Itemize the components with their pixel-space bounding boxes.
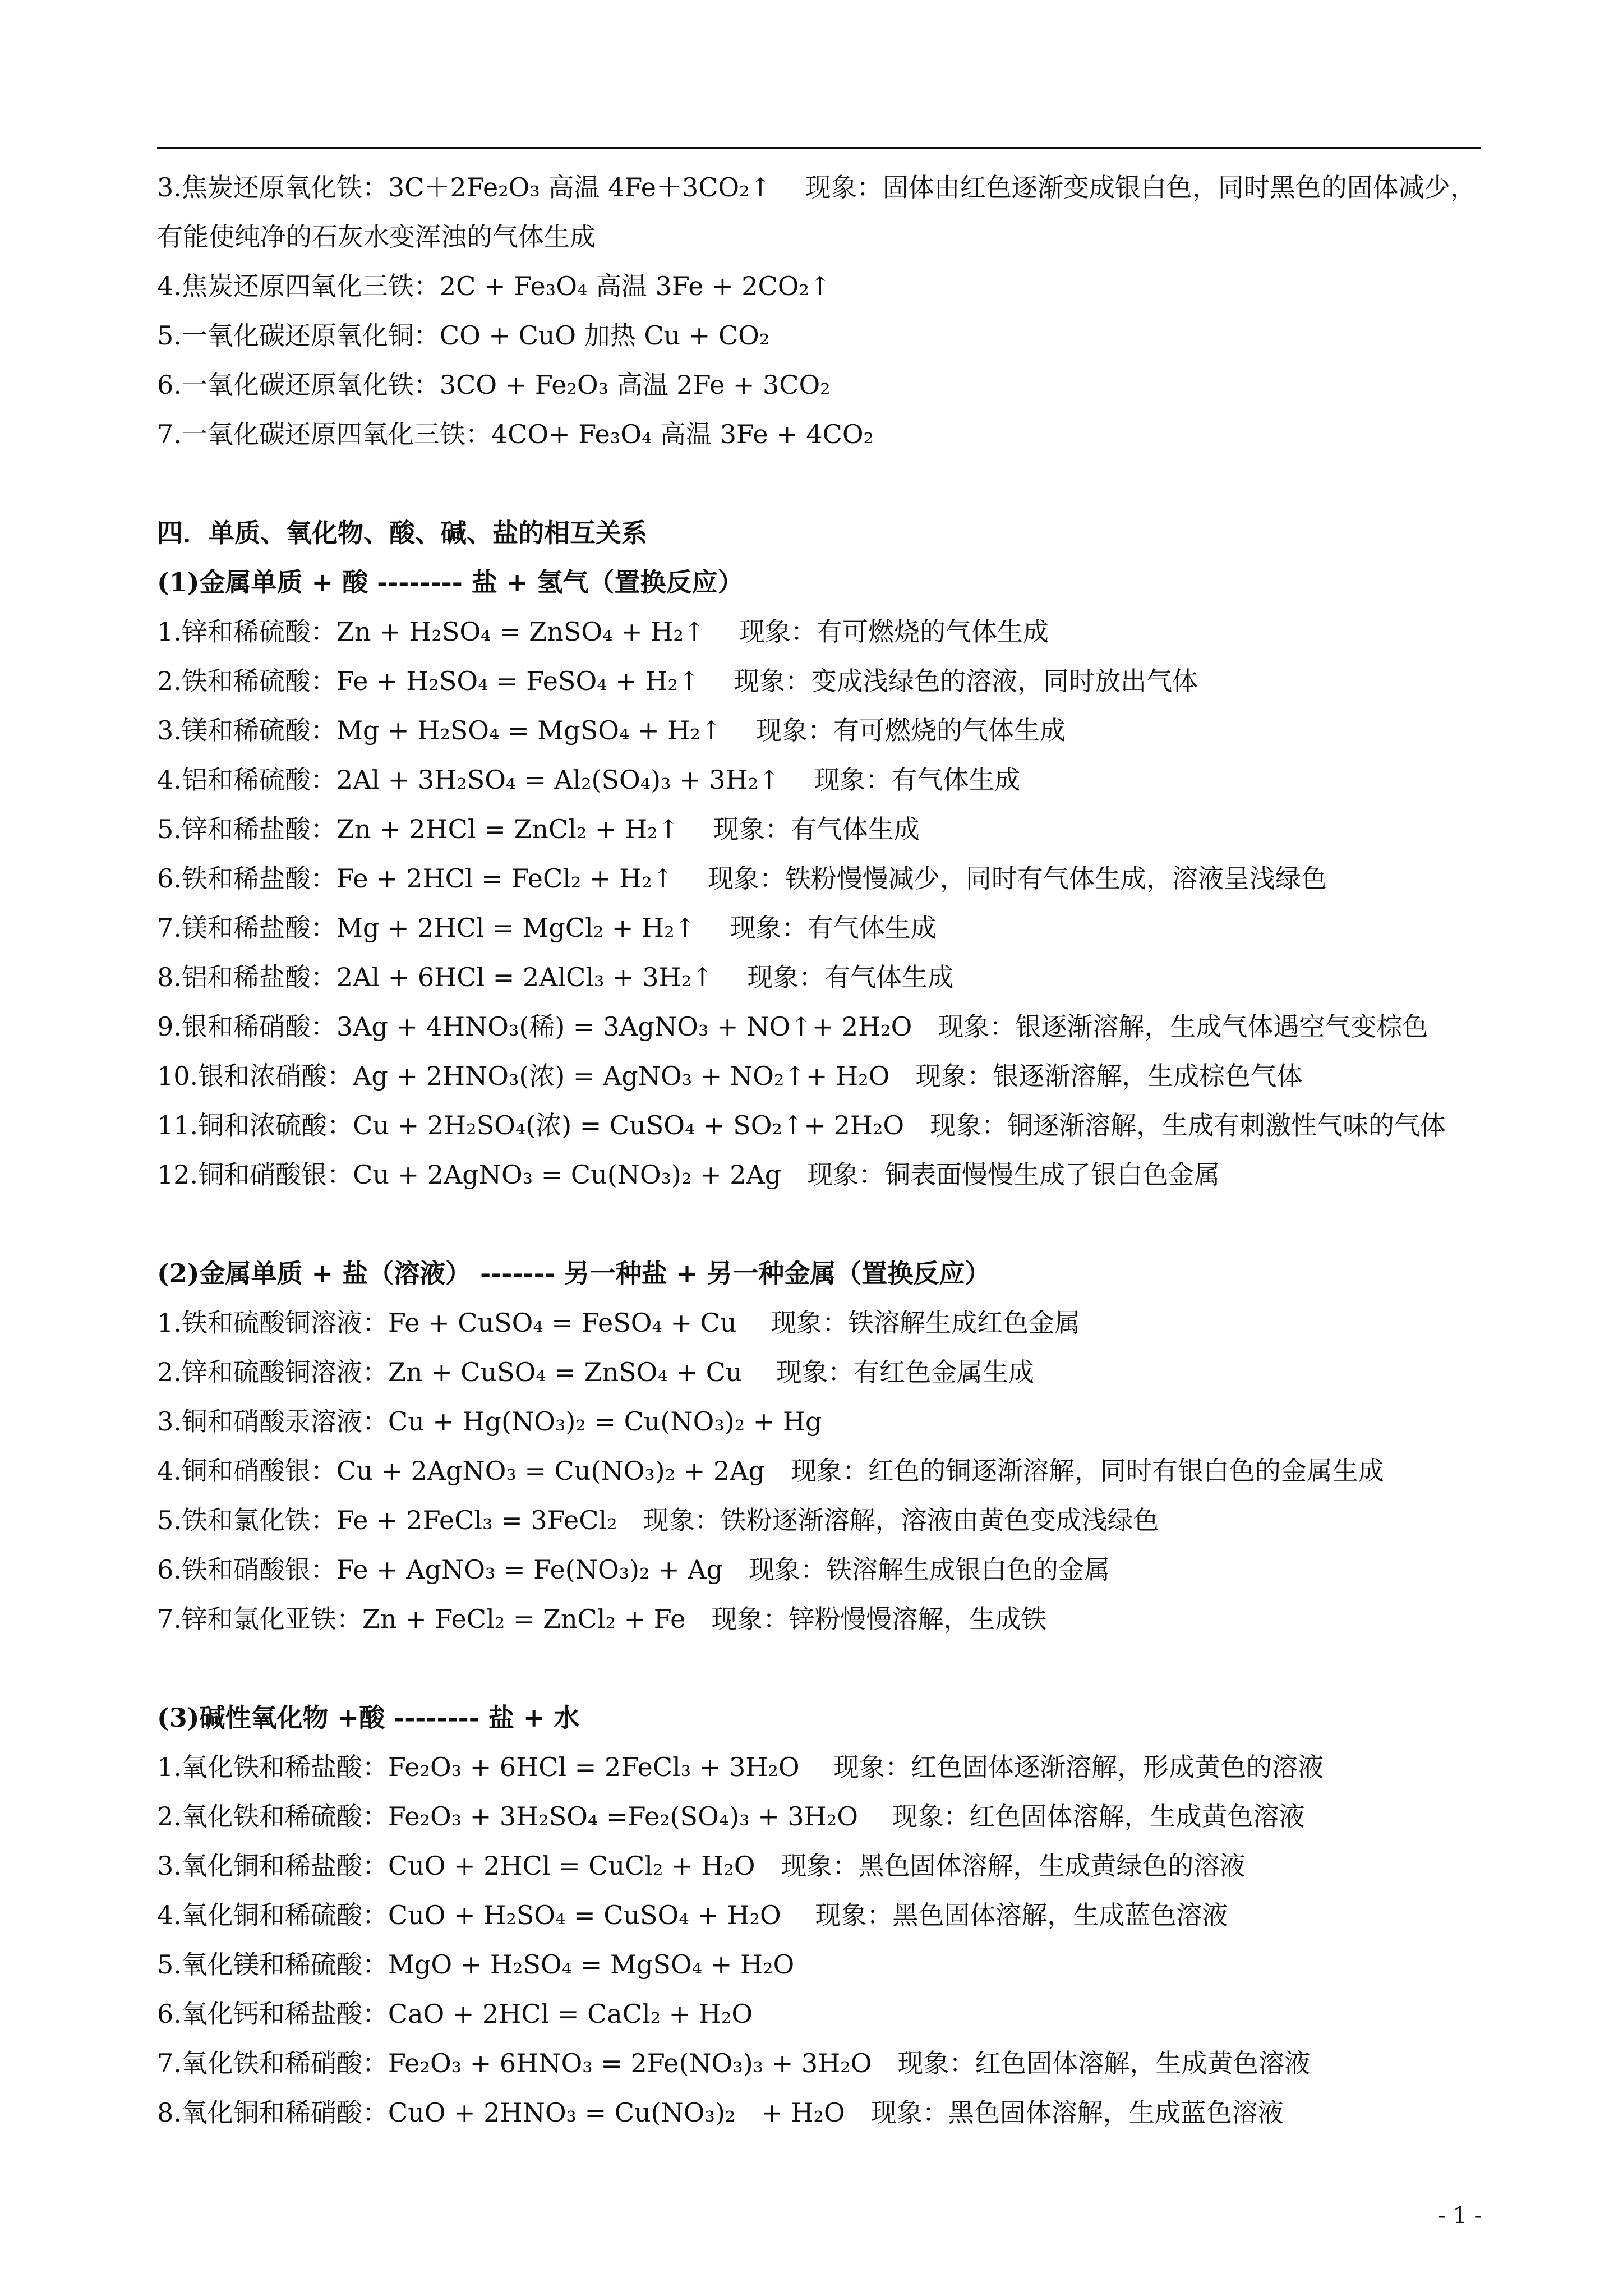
reaction-line: 3.铜和硝酸汞溶液：Cu + Hg(NO₃)₂ = Cu(NO₃)₂ + Hg	[157, 1406, 822, 1437]
reaction-line: 4.铝和稀硫酸：2Al + 3H₂SO₄ = Al₂(SO₄)₃ + 3H₂↑ 现象：有气体生成	[157, 765, 1021, 795]
reaction-line: 4.氧化铜和稀硫酸：CuO + H₂SO₄ = CuSO₄ + H₂O 现象：黑色固体溶解，生成蓝色溶液	[157, 1900, 1228, 1930]
reaction-line: 1.氧化铁和稀盐酸：Fe₂O₃ + 6HCl = 2FeCl₃ + 3H₂O 现象：红色固体逐渐溶解，形成黄色的溶液	[157, 1752, 1324, 1782]
page-number: - 1 -	[1438, 2203, 1482, 2229]
reaction-line: 2.锌和硫酸铜溶液：Zn + CuSO₄ = ZnSO₄ + Cu 现象：有红色金属生成	[157, 1357, 1035, 1387]
reaction-line: 7.镁和稀盐酸：Mg + 2HCl = MgCl₂ + H₂↑ 现象：有气体生成	[157, 913, 937, 943]
header-rule	[157, 147, 1481, 149]
subsection-title: (2)金属单质 + 盐（溶液） ------- 另一种盐 + 另一种金属（置换反应）	[157, 1258, 991, 1289]
reaction-line: 3.焦炭还原氧化铁：3C＋2Fe₂O₃ 高温 4Fe＋3CO₂↑ 现象：固体由红色逐渐变成银白色，同时黑色的固体减少，有能使纯净的石灰水变浑浊的气体生成	[157, 172, 1476, 252]
reaction-line: 5.一氧化碳还原氧化铜：CO + CuO 加热 Cu + CO₂	[157, 320, 770, 351]
section-gap	[157, 459, 1492, 508]
section-gap	[157, 1644, 1492, 1693]
reaction-line: 11.铜和浓硫酸：Cu + 2H₂SO₄(浓) = CuSO₄ + SO₂↑+ 2H₂O 现象：铜逐渐溶解，生成有刺激性气味的气体	[157, 1110, 1446, 1140]
reaction-line: 1.铁和硫酸铜溶液：Fe + CuSO₄ = FeSO₄ + Cu 现象：铁溶解生成红色金属	[157, 1308, 1081, 1338]
subsection-title: (1)金属单质 + 酸 -------- 盐 + 氢气（置换反应）	[157, 567, 744, 597]
reaction-line: 8.铝和稀盐酸：2Al + 6HCl = 2AlCl₃ + 3H₂↑ 现象：有气体生成	[157, 962, 954, 992]
reaction-line: 5.铁和氯化铁：Fe + 2FeCl₃ = 3FeCl₂ 现象：铁粉逐渐溶解，溶液由黄色变成浅绿色	[157, 1505, 1159, 1535]
reaction-line: 2.氧化铁和稀硫酸：Fe₂O₃ + 3H₂SO₄ =Fe₂(SO₄)₃ + 3H₂O 现象：红色固体溶解，生成黄色溶液	[157, 1801, 1305, 1832]
reaction-line: 2.铁和稀硫酸：Fe + H₂SO₄ = FeSO₄ + H₂↑ 现象：变成浅绿色的溶液，同时放出气体	[157, 666, 1198, 696]
reaction-line: 4.焦炭还原四氧化三铁：2C + Fe₃O₄ 高温 3Fe + 2CO₂↑	[157, 271, 831, 301]
reaction-line: 1.锌和稀硫酸：Zn + H₂SO₄ = ZnSO₄ + H₂↑ 现象：有可燃烧的气体生成	[157, 616, 1049, 647]
reaction-line: 10.银和浓硝酸：Ag + 2HNO₃(浓) = AgNO₃ + NO₂↑+ H₂O 现象：银逐渐溶解，生成棕色气体	[157, 1061, 1303, 1091]
document-body	[157, 163, 1492, 2137]
section-gap	[157, 1199, 1492, 1249]
reaction-line: 7.氧化铁和稀硝酸：Fe₂O₃ + 6HNO₃ = 2Fe(NO₃)₃ + 3H₂O 现象：红色固体溶解，生成黄色溶液	[157, 2048, 1311, 2078]
reaction-line: 7.一氧化碳还原四氧化三铁：4CO+ Fe₃O₄ 高温 3Fe + 4CO₂	[157, 419, 874, 449]
reaction-line: 6.铁和硝酸银：Fe + AgNO₃ = Fe(NO₃)₂ + Ag 现象：铁溶解生成银白色的金属	[157, 1554, 1110, 1585]
reaction-line: 9.银和稀硝酸：3Ag + 4HNO₃(稀) = 3AgNO₃ + NO↑+ 2H₂O 现象：银逐渐溶解，生成气体遇空气变棕色	[157, 1011, 1428, 1042]
reaction-line: 12.铜和硝酸银：Cu + 2AgNO₃ = Cu(NO₃)₂ + 2Ag 现象：铜表面慢慢生成了银白色金属	[157, 1159, 1220, 1190]
reaction-line: 6.铁和稀盐酸：Fe + 2HCl = FeCl₂ + H₂↑ 现象：铁粉慢慢减少，同时有气体生成，溶液呈浅绿色	[157, 863, 1327, 894]
reaction-line: 8.氧化铜和稀硝酸：CuO + 2HNO₃ = Cu(NO₃)₂ + H₂O 现象：黑色固体溶解，生成蓝色溶液	[157, 2097, 1284, 2128]
section-title: 四．单质、氧化物、酸、碱、盐的相互关系	[157, 518, 647, 548]
reaction-line: 6.一氧化碳还原氧化铁：3CO + Fe₂O₃ 高温 2Fe + 3CO₂	[157, 370, 831, 400]
reaction-line: 5.锌和稀盐酸：Zn + 2HCl = ZnCl₂ + H₂↑ 现象：有气体生成	[157, 814, 920, 844]
reaction-line: 3.氧化铜和稀盐酸：CuO + 2HCl = CuCl₂ + H₂O 现象：黑色固体溶解，生成黄绿色的溶液	[157, 1851, 1246, 1881]
subsection-title: (3)碱性氧化物 +酸 -------- 盐 + 水	[157, 1703, 580, 1733]
reaction-line: 7.锌和氯化亚铁：Zn + FeCl₂ = ZnCl₂ + Fe 现象：锌粉慢慢溶解，生成铁	[157, 1604, 1047, 1634]
reaction-line: 5.氧化镁和稀硫酸：MgO + H₂SO₄ = MgSO₄ + H₂O	[157, 1949, 795, 1980]
reaction-line: 3.镁和稀硫酸：Mg + H₂SO₄ = MgSO₄ + H₂↑ 现象：有可燃烧的气体生成	[157, 715, 1066, 746]
reaction-line: 6.氧化钙和稀盐酸：CaO + 2HCl = CaCl₂ + H₂O	[157, 1999, 753, 2029]
reaction-line: 4.铜和硝酸银：Cu + 2AgNO₃ = Cu(NO₃)₂ + 2Ag 现象：红色的铜逐渐溶解，同时有银白色的金属生成	[157, 1456, 1384, 1486]
